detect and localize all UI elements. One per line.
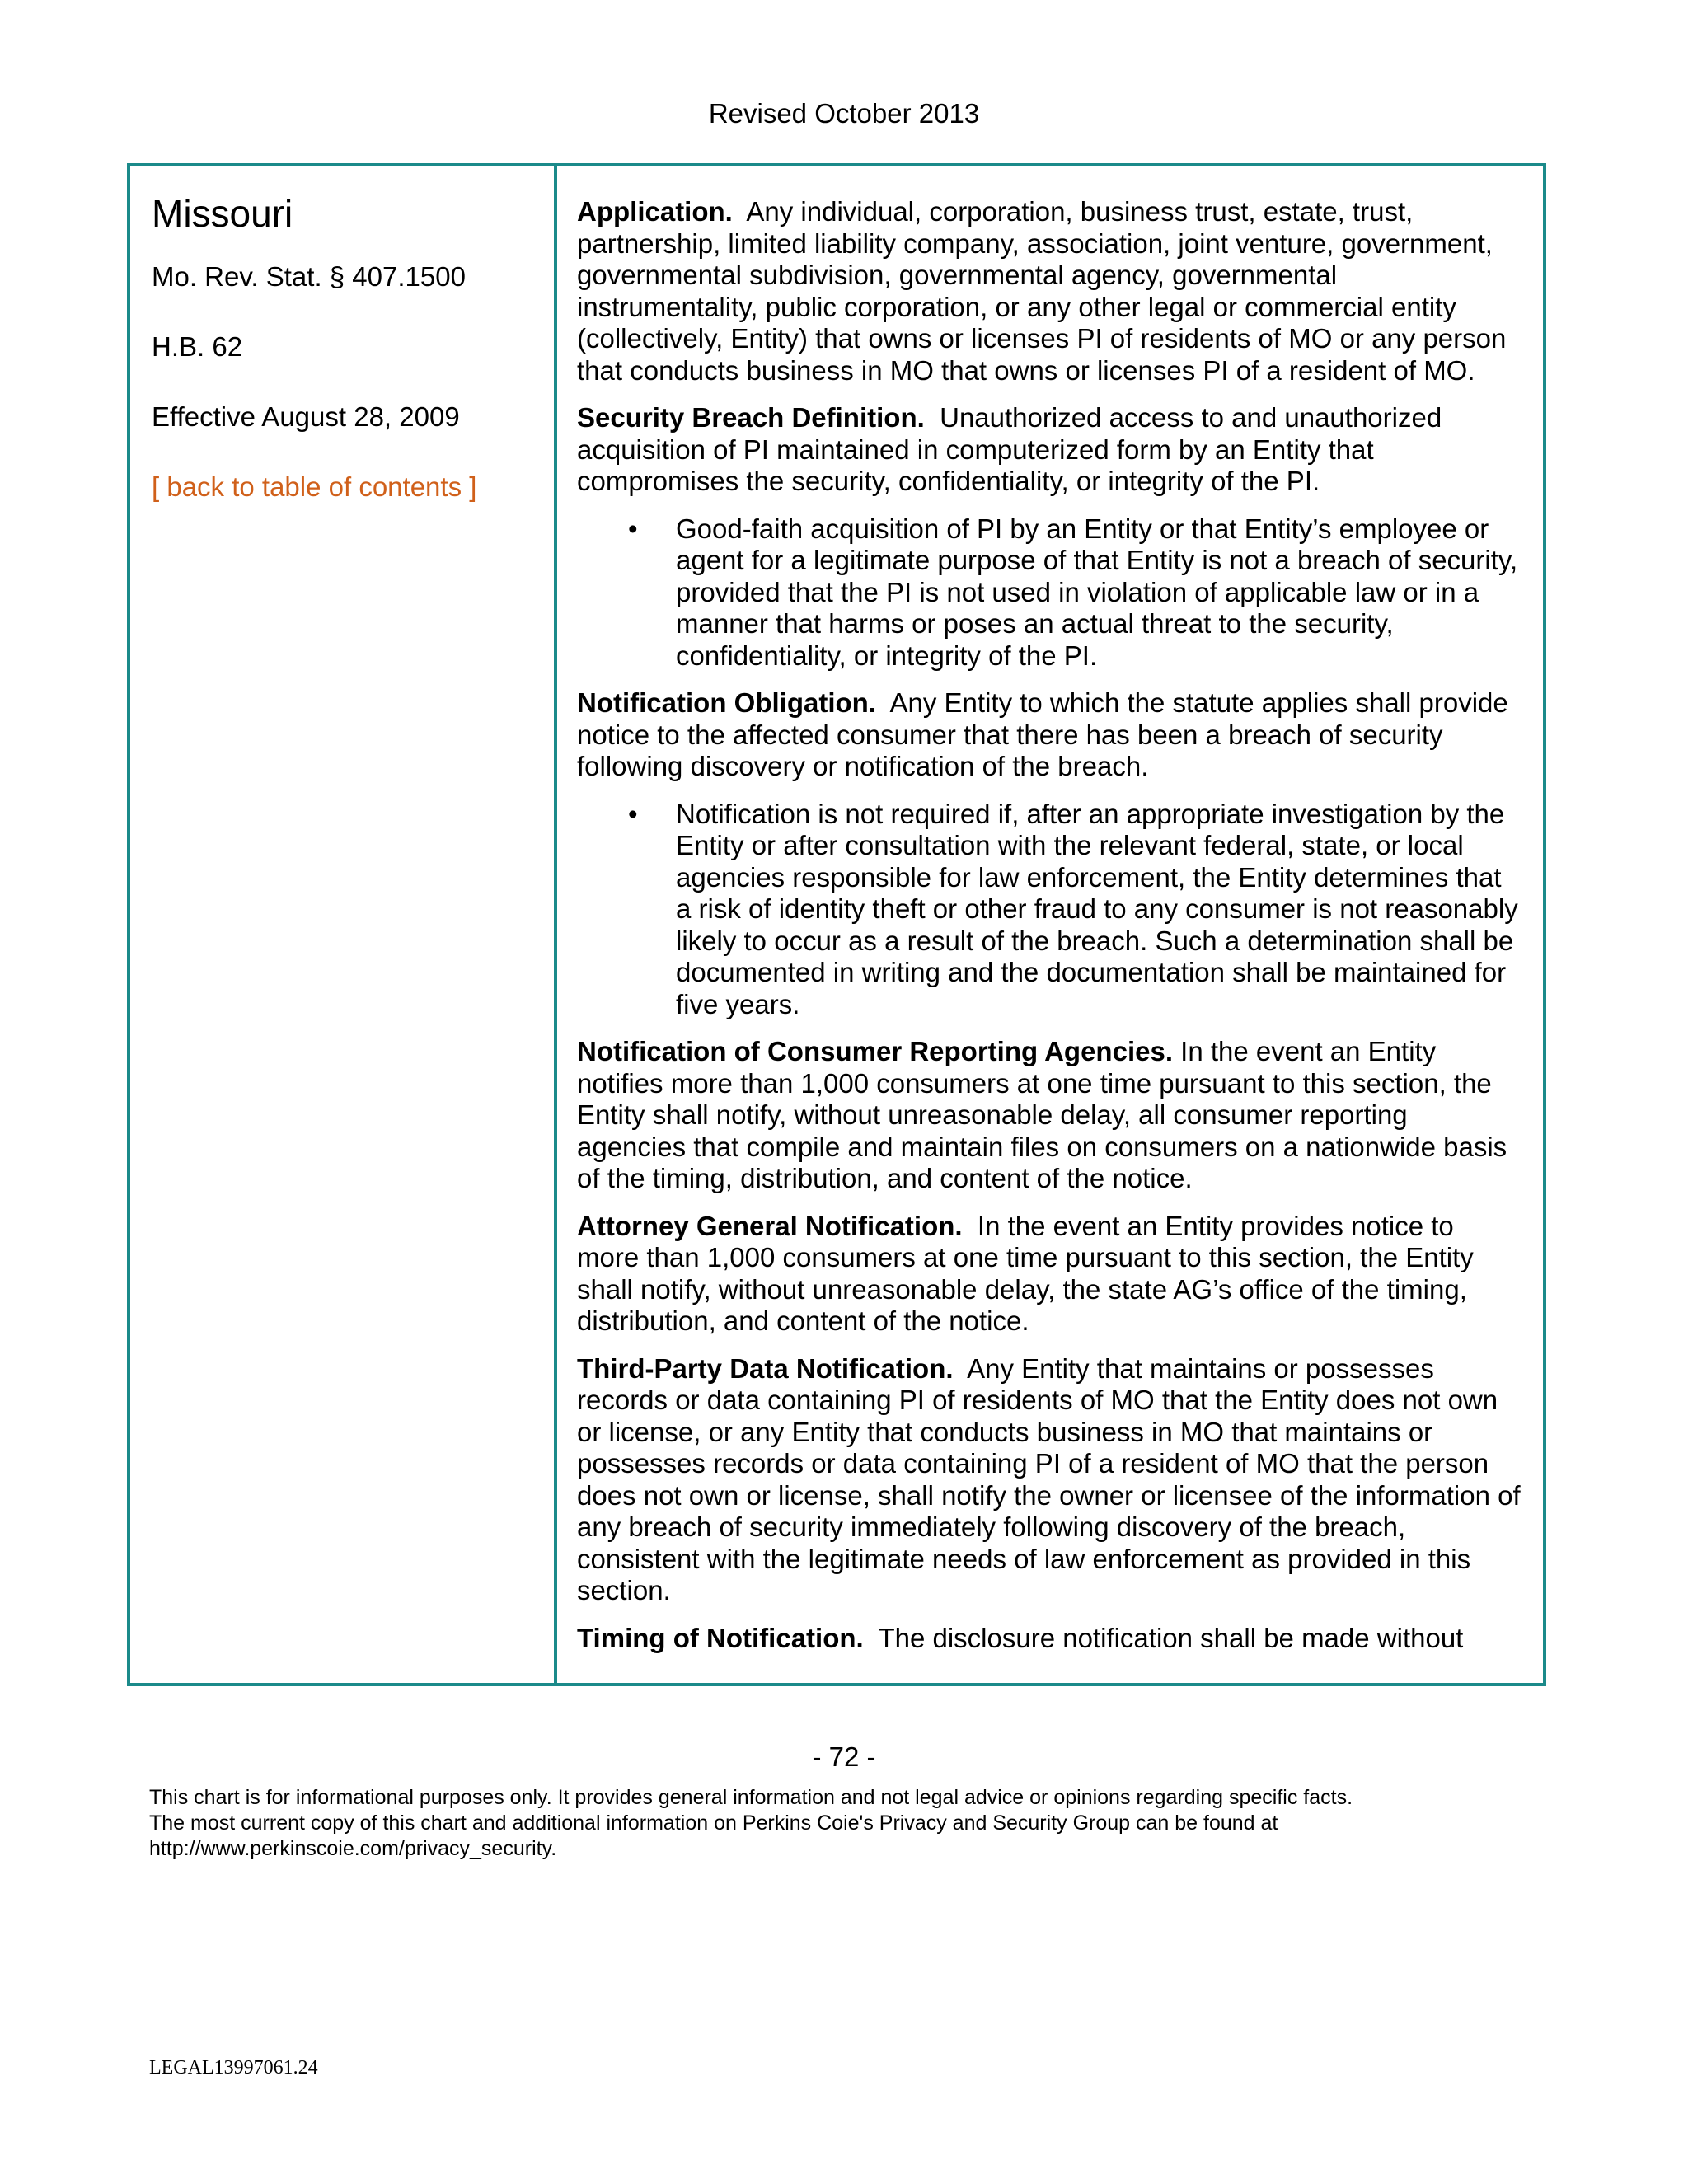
section-attorney-general-notification (577, 1211, 1523, 1338)
bullet-icon: • (628, 798, 638, 829)
section-text: Any Entity to which the statute applies shall provide notice to the affected consumer that there has been a breach of security following discovery or notification of the breach. (577, 687, 1508, 781)
section-heading: Third-Party Data Notification. (577, 1352, 954, 1384)
list-item (577, 513, 1523, 673)
disclaimer-line: The most current copy of this chart and additional information on Perkins Coie's Privacy and Security Group can be found at (149, 1811, 1278, 1835)
law-details-column (557, 166, 1543, 1683)
section-third-party-data-notification (577, 1353, 1523, 1607)
disclaimer-url: http://www.perkinscoie.com/privacy_security. (149, 1837, 557, 1860)
section-heading: Notification Obligation. (577, 687, 876, 718)
section-text: Unauthorized access to and unauthorized acquisition of PI maintained in computerized form by an Entity that compromises the security, confidentiality, or integrity of the PI. (577, 402, 1442, 496)
section-heading: Notification of Consumer Reporting Agencies. (577, 1036, 1173, 1066)
page-number: - 72 - (812, 1741, 876, 1772)
section-application (577, 196, 1523, 387)
back-to-toc-link[interactable]: [ back to table of contents ] (152, 471, 477, 502)
bullet-icon: • (628, 513, 638, 544)
revised-date: Revised October 2013 (708, 98, 980, 129)
bullet-text: Notification is not required if, after an appropriate investigation by the Entity or after consultation with the relevant federal, state, or local agencies responsible for law enforcement, the Entity determines that a risk of identity theft or other fraud to any consumer is not reasonably likely to occur as a result of the breach. Such a determination shall be documented in writing and the documentation shall be maintained for five years. (676, 798, 1518, 1019)
state-name: Missouri (152, 192, 293, 235)
section-text: Any Entity that maintains or possesses records or data containing PI of residents of MO that the Entity does not own or license, or any Entity that conducts business in MO that maintains or possesses records or data containing PI of a resident of MO that the person does not own or license, shall notify the owner or licensee of the information of any breach of security immediately following discovery of the breach, consistent with the legitimate needs of law enforcement as provided in this section. (577, 1352, 1521, 1605)
section-security-breach-definition (577, 402, 1523, 498)
bill-number: H.B. 62 (152, 331, 243, 362)
disclaimer (149, 1785, 1550, 1862)
section-notification-obligation (577, 687, 1523, 783)
state-info-column (130, 166, 557, 1683)
section-text: Any individual, corporation, business trust, estate, trust, partnership, limited liability company, association, joint venture, government, governmental subdivision, governmental agency, governmental instrumentality, public corporation, or any other legal or commercial entity (collectively, Entity) that owns or licenses PI of residents of MO or any person that conducts business in MO that owns or licenses PI of a resident of MO. (577, 196, 1507, 386)
bullet-text: Good-faith acquisition of PI by an Entity or that Entity’s employee or agent for a legitimate purpose of that Entity is not a breach of security, provided that the PI is not used in violation of applicable law or in a manner that harms or poses an actual threat to the security, confidentiality, or integrity of the PI. (676, 513, 1518, 671)
statute-citation: Mo. Rev. Stat. § 407.1500 (152, 261, 466, 292)
section-text: In the event an Entity notifies more than 1,000 consumers at one time pursuant to this section, the Entity shall notify, without unreasonable delay, all consumer reporting agencies that compile and maintain files on consumers on a nationwide basis of the timing, distribution, and content of the notice. (577, 1036, 1507, 1193)
section-heading: Timing of Notification. (577, 1622, 864, 1653)
section-text: The disclosure notification shall be made without (878, 1622, 1464, 1653)
list-item (577, 799, 1523, 1021)
effective-date: Effective August 28, 2009 (152, 401, 460, 432)
section-heading: Security Breach Definition. (577, 402, 925, 433)
section-heading: Attorney General Notification. (577, 1210, 963, 1241)
disclaimer-line: This chart is for informational purposes only. It provides general information and not legal advice or opinions regarding specific facts. (149, 1786, 1353, 1809)
document-id: LEGAL13997061.24 (149, 2057, 318, 2079)
section-text: In the event an Entity provides notice to more than 1,000 consumers at one time pursuant to this section, the Entity shall notify, without unreasonable delay, the state AG’s office of the timing, distribution, and content of the notice. (577, 1210, 1474, 1336)
section-heading: Application. (577, 196, 733, 227)
section-consumer-reporting-agencies (577, 1036, 1523, 1195)
state-law-table (127, 163, 1546, 1686)
section-timing-of-notification (577, 1623, 1523, 1655)
